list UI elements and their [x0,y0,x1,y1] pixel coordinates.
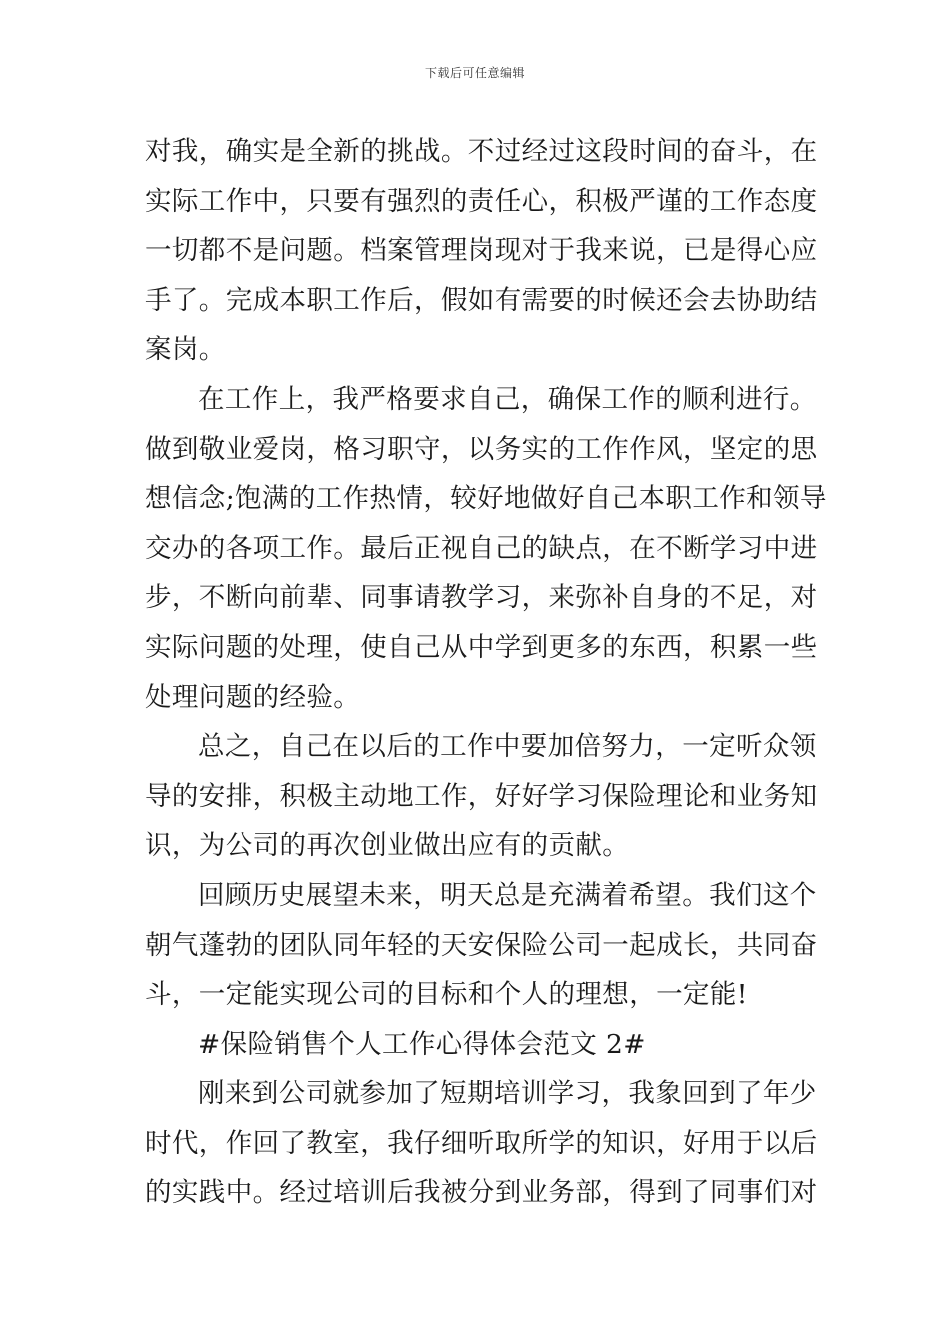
text-line: 想信念;饱满的工作热情，较好地做好自己本职工作和领导 [145,483,827,515]
text-line: 实际工作中，只要有强烈的责任心，积极严谨的工作态度 [145,185,818,217]
text-line: 朝气蓬勃的团队同年轻的天安保险公司一起成长，共同奋 [145,929,818,961]
paragraph-start-line: 回顾历史展望未来，明天总是充满着希望。我们这个 [198,879,817,911]
paragraph-start-line: 在工作上，我严格要求自己，确保工作的顺利进行。 [198,383,817,415]
text-line: 做到敬业爱岗，格习职守，以务实的工作作风，坚定的思 [145,433,818,465]
text-line: 实际问题的处理，使自己从中学到更多的东西，积累一些 [145,631,818,663]
paragraph-start-line: 刚来到公司就参加了短期培训学习，我象回到了年少 [198,1078,817,1110]
text-line: 对我，确实是全新的挑战。不过经过这段时间的奋斗，在 [145,136,818,167]
text-line: 的实践中。经过培训后我被分到业务部，得到了同事们对 [145,1177,818,1209]
text-line: 交办的各项工作。最后正视自己的缺点，在不断学习中进 [145,532,818,564]
paragraph-start-line: 总之，自己在以后的工作中要加倍努力，一定听众领 [198,731,817,763]
text-line: 处理问题的经验。 [145,681,361,713]
text-line: 斗，一定能实现公司的目标和个人的理想，一定能! [145,979,748,1011]
section-heading: #保险销售个人工作心得体会范文 2# [198,1028,646,1060]
text-line: 案岗。 [145,334,226,366]
text-line: 一切都不是问题。档案管理岗现对于我来说，已是得心应 [145,235,818,267]
text-line: 步，不断向前辈、同事请教学习，来弥补自身的不足，对 [145,582,818,614]
text-line: 识，为公司的再次创业做出应有的贡献。 [145,830,630,862]
text-line: 手了。完成本职工作后，假如有需要的时候还会去协助结 [145,284,818,316]
page-header: 下载后可任意编辑 [424,66,525,80]
text-line: 时代，作回了教室，我仔细听取所学的知识，好用于以后 [145,1127,818,1159]
document-body [145,127,827,1218]
text-line: 导的安排，积极主动地工作，好好学习保险理论和业务知 [145,780,818,812]
